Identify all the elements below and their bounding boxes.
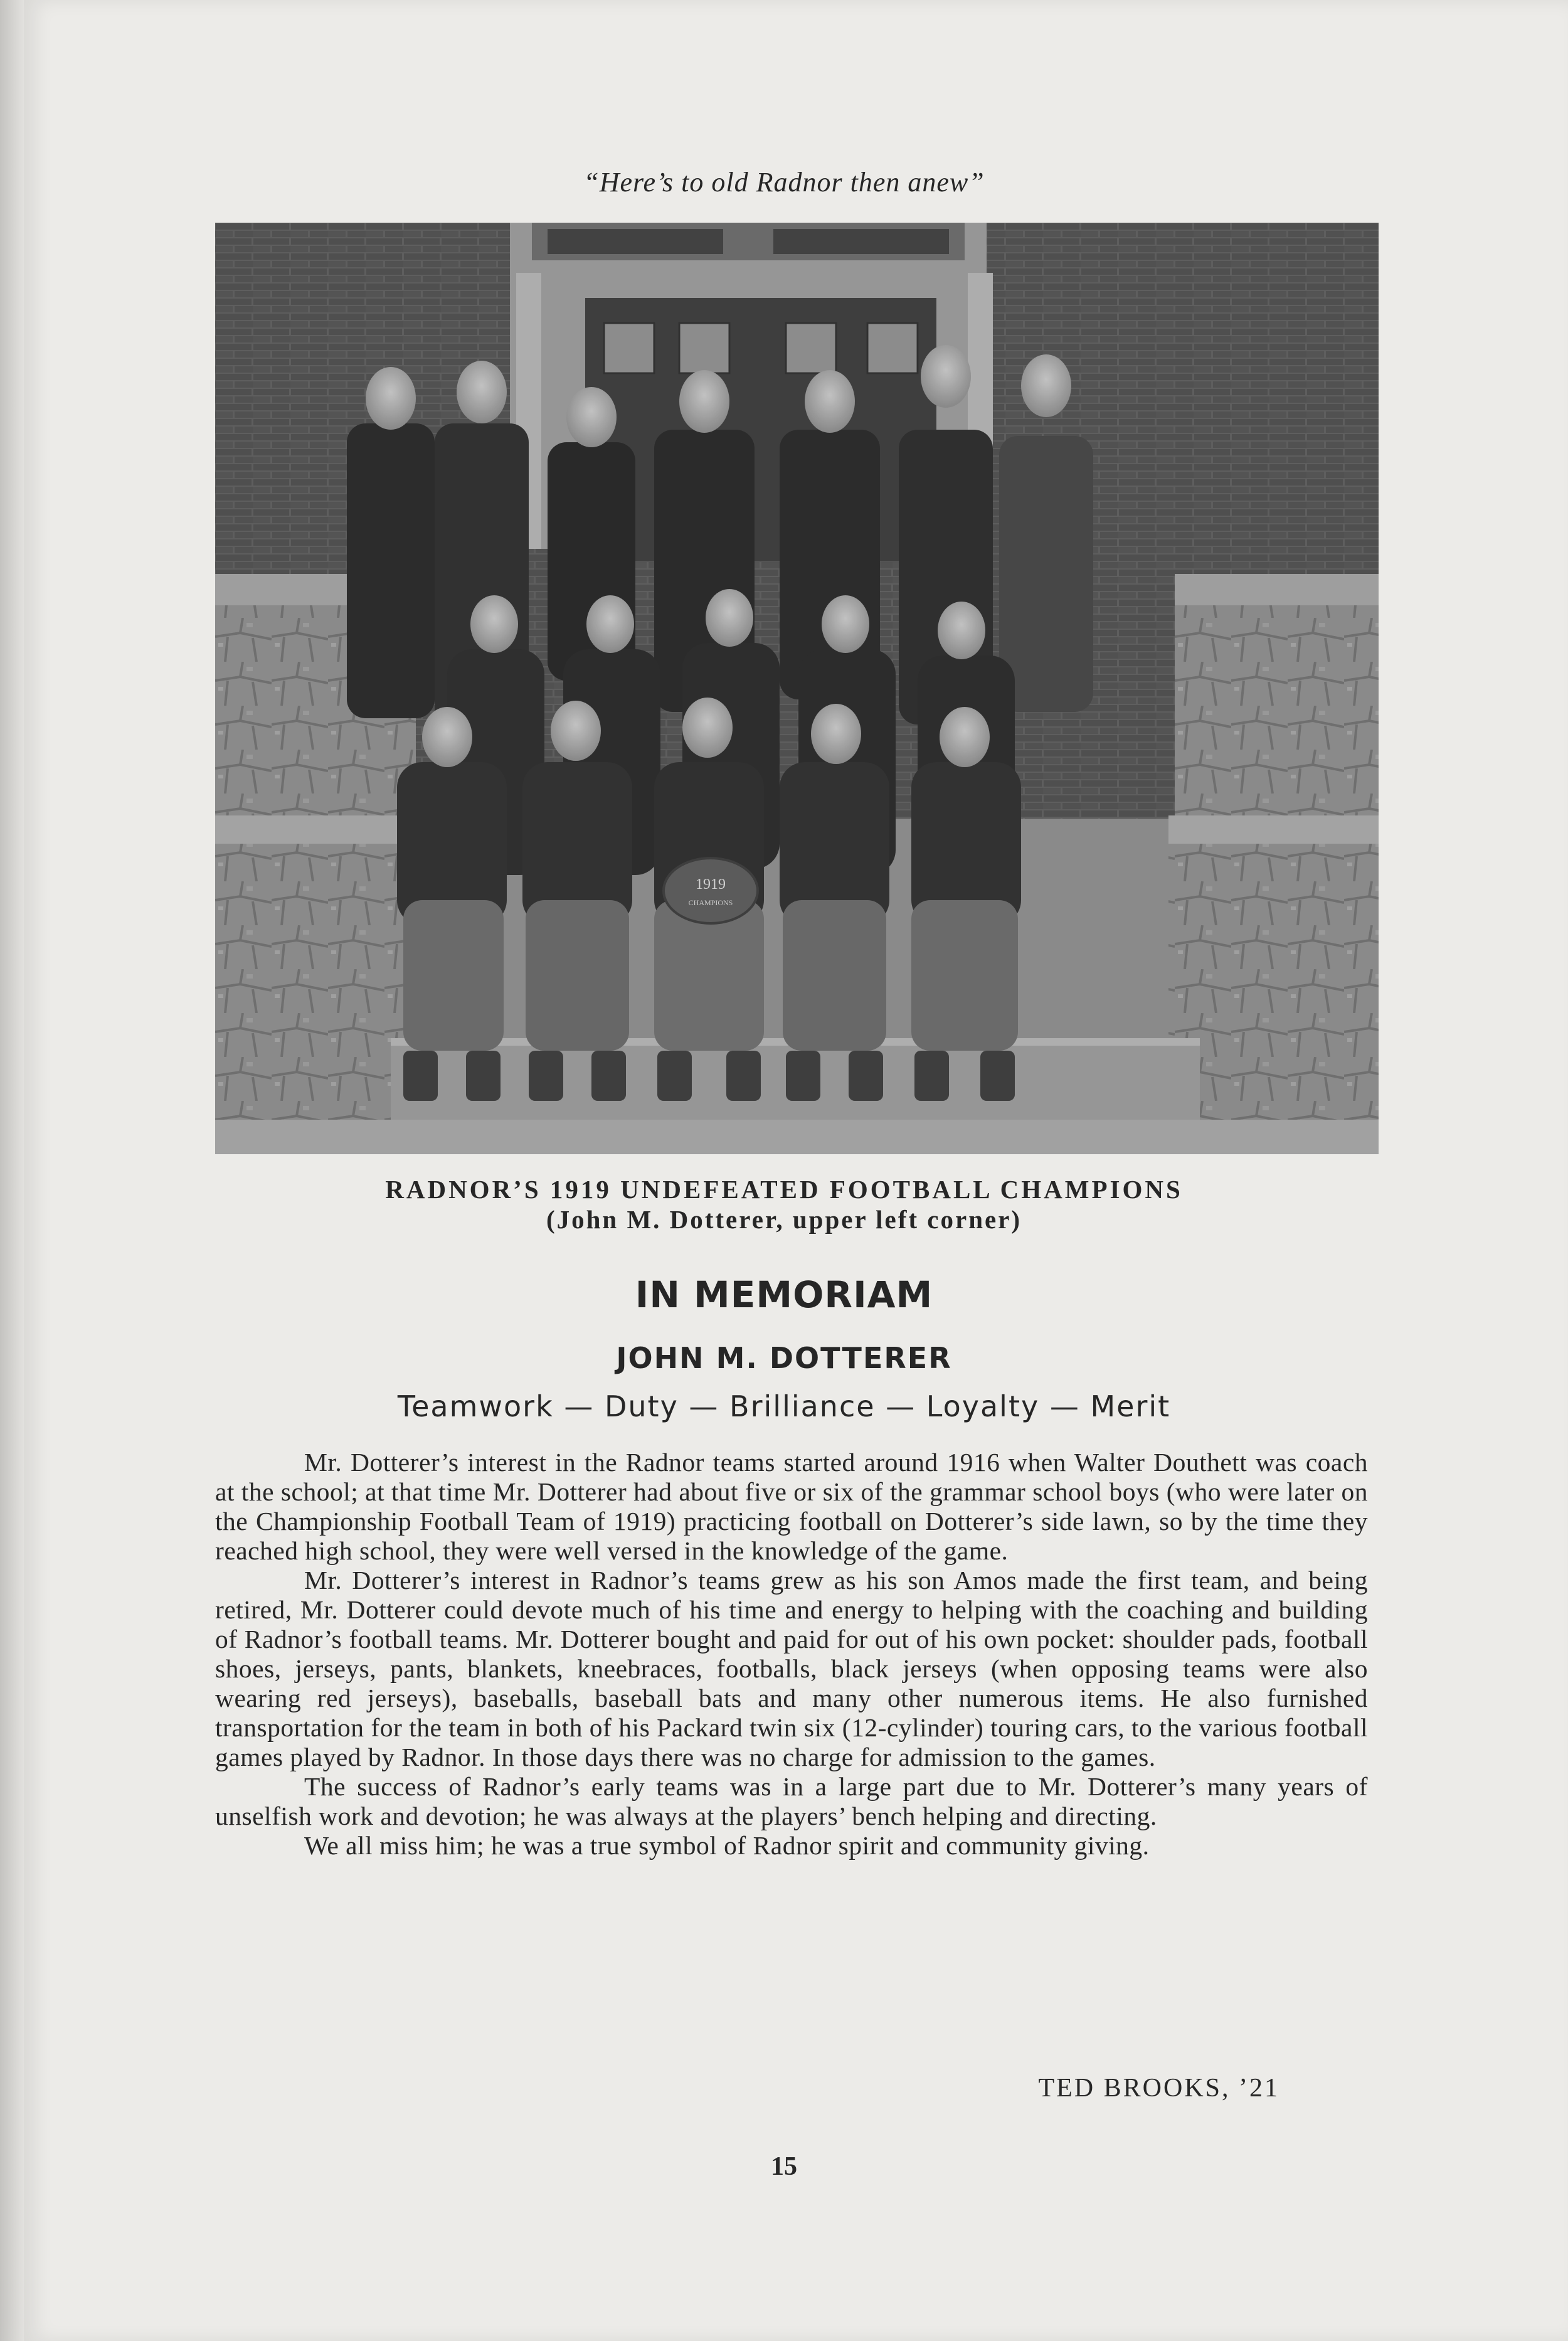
memoriam-motto: Teamwork — Duty — Brilliance — Loyalty — Merit [397, 1389, 1171, 1423]
epigraph: “Here’s to old Radnor then anew” [583, 167, 985, 198]
paragraph: Mr. Dotterer’s interest in Radnor’s teams grew as his son Amos made the first team, and being retired, Mr. Dotterer could devote much of his time and energy to helping with the coaching and building of Radnor’s football teams. Mr. Dotterer bought and paid for out of his own pocket: shoulder pads, football shoes, jerseys, pants, blankets, kneebraces, footballs, black jerseys (when opposing teams were also wearing red jerseys), baseballs, baseball bats and many other numerous items. He also furnished transportation for the team in both of his Packard twin six (12-cylinder) touring cars, to the various football games played by Radnor. In those days there was no charge for admission to the games. [215, 1566, 1368, 1771]
book-spine [0, 0, 24, 2341]
photo-caption: RADNOR’S 1919 UNDEFEATED FOOTBALL CHAMPIONS [385, 1175, 1183, 1204]
memoriam-body [215, 1448, 1368, 1861]
paragraph: We all miss him; he was a true symbol of Radnor spirit and community giving. [304, 1831, 1150, 1860]
paragraph: The success of Radnor’s early teams was in a large part due to Mr. Dotterer’s many years of unselfish work and devotion; he was always at the players’ bench helping and directing. [215, 1772, 1368, 1830]
memoriam-name: JOHN M. DOTTERER [616, 1341, 952, 1375]
ball-text: CHAMPIONS [688, 898, 733, 907]
author-signature: TED BROOKS, ’21 [1038, 2074, 1279, 2103]
paragraph: Mr. Dotterer’s interest in the Radnor teams started around 1916 when Walter Douthett was coach at the school; at that time Mr. Dotterer had about five or six of the grammar school boys (who were later on the Championship Football Team of 1919) practicing football on Dotterer’s side lawn, so by the time they reached high school, they were well versed in the knowledge of the game. [215, 1448, 1368, 1565]
memoriam-heading: IN MEMORIAM [635, 1273, 933, 1316]
photo-caption-subline: (John M. Dotterer, upper left corner) [546, 1205, 1022, 1234]
team-photo [215, 223, 1379, 1154]
page-number: 15 [771, 2152, 797, 2181]
ball-year: 1919 [696, 876, 726, 893]
